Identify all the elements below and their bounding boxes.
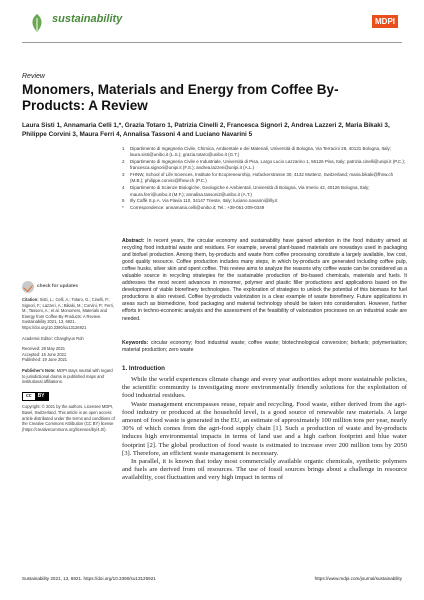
affiliation-item: 3 FHNW, School of Life Sciences, Institute for Ecopreneurship, Hofackerstrasse 30, 4132 Muttenz, Switzerland; maria.bikaki@fhnw.ch (M.B.); philippe.corvini@fhnw.ch (P.C.) (122, 172, 394, 184)
page-footer (22, 576, 402, 581)
abstract (122, 238, 407, 323)
journal-name[interactable]: sustainability (52, 13, 123, 25)
publisher-note-label: Publisher's Note: (22, 367, 56, 373)
affiliation-item: 5 Illy Caffè S.p.A. Via Flavia 110, 34147 Trieste, Italy; luciano.navarini@illy.it (122, 198, 278, 204)
author-list: Laura Sisti 1, Annamaria Celli 1,*, Grazia Totaro 1, Patrizia Cinelli 2, Francesca Signori 2, Andrea Lazzeri 2, Maria Bikaki 3, Philippe Corvini 3, Maura Ferri 4, Annalisa Tassoni 4 and Luciano Navarini 5 (22, 122, 390, 138)
header-divider (22, 42, 402, 43)
copyright-notice: Copyright: © 2021 by the authors. Licensee MDPI, Basel, Switzerland. This article is an open access article distributed under the terms and conditions of the Creative Commons Attribution (CC BY) license (https://creativecommons.org/licenses/by/4.0/). (22, 404, 115, 432)
article-type: Review (22, 73, 45, 80)
keywords-label: Keywords: (122, 340, 149, 346)
paragraph: Waste management encompasses reuse, repair and recycling. Food waste, either derived from the agri-food industry or produced at the household level, is a good source of renewable raw materials. A large amount of food waste is generated in the EU, an estimate of approximately 100 million tons per year, nearly 30% of which comes from the agri-food supply chain [1]. Such a production of waste and by-products induces high environmental impacts in terms of land use and a high carbon footprint and blue water footprint [2]. The global production of food waste is estimated to increase over 200 million tons by 2050 [3]. Therefore, an efficient waste management is necessary. (122, 400, 408, 457)
published-date: Published: 19 June 2021 (22, 357, 68, 363)
citation (22, 297, 117, 331)
affiliations (122, 146, 407, 212)
body-text (122, 376, 407, 483)
publisher-note (22, 368, 117, 385)
abstract-text: In recent years, the circular economy and sustainability have gained attention in the food industry aimed at recycling food industrial waste and residues. For example, several plant-based materials are nowadays used in packaging and biofuel production. Among them, by-products and waste from coffee processing constitute a largely available, low cost, good quality resource. Coffee production includes many steps, in which by-products are generated including coffee pulp, coffee husks, silver skin and spent coffee. This review aims to analyze the reasons why coffee waste can be considered as a valuable source in recycling strategies for the sustainable production of bio-based chemicals, materials and fuels. It addresses the most recent advances in monomer, polymer and plastic filler productions and applications based on the development of viable biorefinery technologies. The exploration of strategies to unlock the potential of this biomass for fuel productions is also revised. Coffee by-products valorization is a clear example of waste biorefinery. Future applications in areas such as biomedicine, food packaging and material technology should be taken into consideration. However, further efforts in techno-economic analysis and the assessment of the feasibility of valorization processes on an industrial scale are needed. (122, 238, 407, 322)
correspondence: * Correspondence: annamaria.celli@unibo.it; Tel.: +39-051-209-0349 (122, 205, 265, 211)
check-for-updates-button[interactable] (22, 281, 117, 293)
citation-text[interactable]: Sisti, L.; Celli, A.; Totaro, G.; Cinelli, P.; Signori, F.; Lazzeri, A.; Bikaki, M.; Corvini, P.; Ferri, M.; Tassoni, A.; et al. Monomers, Materials and Energy from Coffee By-Products: A Review. Sustainability 2021, 13, 6921. https://doi.org/10.3390/su13126921 (22, 297, 115, 330)
abstract-label: Abstract: (122, 238, 145, 244)
check-updates-icon (22, 281, 34, 293)
accepted-date: Accepted: 16 June 2021 (22, 351, 67, 357)
paragraph: While the world experiences climate change and every year authorities adopt more sustainable policies, the scientific community is investigating more environmentally friendly solutions for the exploitation of food industrial residues. (122, 376, 407, 400)
footer-citation[interactable]: Sustainability 2021, 13, 6921. https://doi.org/10.3390/su13126921 (22, 576, 156, 581)
affiliation-item: 2 Dipartimento di Ingegneria Civile e Industriale, Università di Pisa, Largo Lucio Lazzarino 1, 56126 Pisa, Italy; patrizia.cinelli@unipi.it (P.C.); francesca.signori@unipi.it (F.S.); andrea.lazzeri@unipi.it (A.L.) (122, 159, 406, 171)
footer-journal-link[interactable]: https://www.mdpi.com/journal/sustainability (314, 576, 402, 581)
affiliation-item: 4 Dipartimento di Scienze Biologiche, Geologiche e Ambientali, Università di Bologna, Via Irnerio 42, 40126 Bologna, Italy; maura.ferri@unibo.it (M.F.); annalisa.tassoni2@unibo.it (A.T.) (122, 185, 370, 197)
publisher-note-text: MDPI stays neutral with regard to jurisdictional claims in published maps and institutional affiliations. (22, 367, 113, 385)
keywords-text: circular economy; food industrial waste; coffee waste; biotechnological conversion; biofuels; polymerisation; material production; zero waste (122, 340, 407, 354)
publisher-logo[interactable]: MDPI (372, 15, 398, 28)
section-heading: 1. Introduction (122, 365, 165, 372)
citation-label: Citation: (22, 297, 39, 302)
dates (22, 346, 117, 363)
article-sidebar (22, 281, 117, 432)
keywords (122, 340, 407, 354)
academic-editor: Academic Editor: Changhyun Roh (22, 335, 84, 341)
journal-logo-icon (26, 12, 48, 34)
cc-by-license-icon[interactable]: cc BY (22, 392, 49, 402)
paragraph: In parallel, it is known that today most commercially available organic chemicals, synthetic polymers and fuels are derived from oil resources. The use of fossil sources brings about a challenge in resource availability, cost fluctuation and very high impact in terms of (122, 458, 407, 482)
affiliation-item: 1 Dipartimento di Ingegneria Civile, Chimica, Ambientale e dei Materiali, Università di Bologna, Via Terracini 28, 40131 Bologna, Italy; laura.sisti@unibo.it (L.S.); grazia.totaro@unibo.it (G.T.) (122, 146, 391, 158)
received-date: Received: 28 May 2021 (22, 346, 66, 352)
check-updates-label: check for updates (37, 284, 79, 290)
article-title: Monomers, Materials and Energy from Coffee By-Products: A Review (22, 82, 339, 113)
